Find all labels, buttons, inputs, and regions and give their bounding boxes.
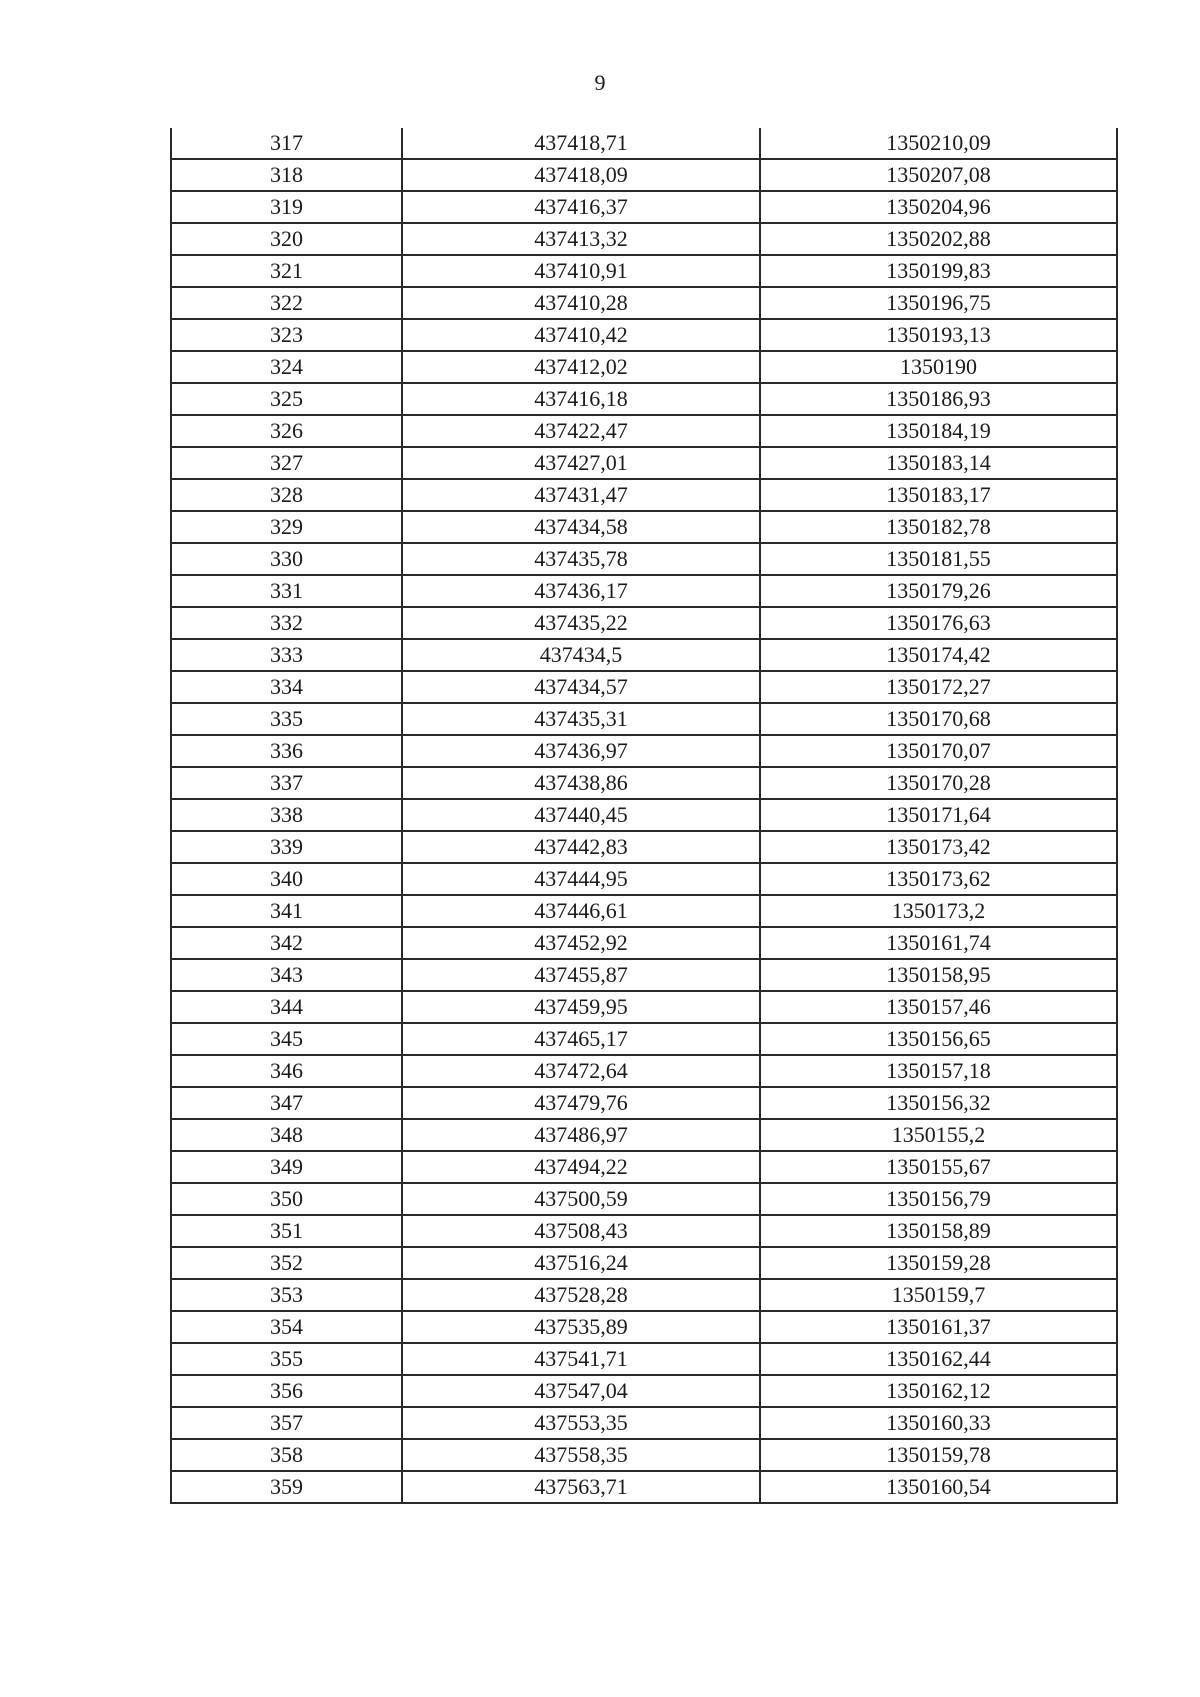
table-row [171,191,1117,223]
point-number-cell: 330 [171,543,402,575]
y-coordinate-cell: 1350156,79 [760,1183,1117,1215]
point-number-cell: 321 [171,255,402,287]
y-coordinate-cell: 1350210,09 [760,128,1117,159]
x-coordinate-cell: 437479,76 [402,1087,760,1119]
x-coordinate-cell: 437442,83 [402,831,760,863]
point-number-cell: 333 [171,639,402,671]
point-number-cell: 345 [171,1023,402,1055]
table-row [171,735,1117,767]
point-number-cell: 324 [171,351,402,383]
y-coordinate-cell: 1350161,74 [760,927,1117,959]
x-coordinate-cell: 437434,58 [402,511,760,543]
table-row [171,863,1117,895]
table-row [171,1247,1117,1279]
y-coordinate-cell: 1350156,65 [760,1023,1117,1055]
table-row [171,287,1117,319]
table-row [171,1055,1117,1087]
x-coordinate-cell: 437431,47 [402,479,760,511]
y-coordinate-cell: 1350157,18 [760,1055,1117,1087]
point-number-cell: 323 [171,319,402,351]
table-row [171,799,1117,831]
point-number-cell: 325 [171,383,402,415]
table-row [171,1471,1117,1503]
x-coordinate-cell: 437434,57 [402,671,760,703]
table-row [171,1279,1117,1311]
y-coordinate-cell: 1350170,07 [760,735,1117,767]
y-coordinate-cell: 1350181,55 [760,543,1117,575]
table-row [171,159,1117,191]
x-coordinate-cell: 437413,32 [402,223,760,255]
point-number-cell: 343 [171,959,402,991]
y-coordinate-cell: 1350155,67 [760,1151,1117,1183]
y-coordinate-cell: 1350159,28 [760,1247,1117,1279]
table-row [171,479,1117,511]
table-row [171,575,1117,607]
coordinates-table-body [171,128,1117,1503]
y-coordinate-cell: 1350179,26 [760,575,1117,607]
point-number-cell: 322 [171,287,402,319]
point-number-cell: 326 [171,415,402,447]
x-coordinate-cell: 437446,61 [402,895,760,927]
y-coordinate-cell: 1350182,78 [760,511,1117,543]
table-row [171,1183,1117,1215]
table-row [171,1407,1117,1439]
table-row [171,767,1117,799]
table-row [171,351,1117,383]
table-row [171,543,1117,575]
x-coordinate-cell: 437553,35 [402,1407,760,1439]
y-coordinate-cell: 1350176,63 [760,607,1117,639]
y-coordinate-cell: 1350158,95 [760,959,1117,991]
y-coordinate-cell: 1350162,44 [760,1343,1117,1375]
y-coordinate-cell: 1350204,96 [760,191,1117,223]
table-row [171,1215,1117,1247]
table-row [171,255,1117,287]
y-coordinate-cell: 1350157,46 [760,991,1117,1023]
point-number-cell: 341 [171,895,402,927]
x-coordinate-cell: 437558,35 [402,1439,760,1471]
x-coordinate-cell: 437410,42 [402,319,760,351]
table-row [171,1439,1117,1471]
table-row [171,1375,1117,1407]
y-coordinate-cell: 1350173,42 [760,831,1117,863]
point-number-cell: 346 [171,1055,402,1087]
y-coordinate-cell: 1350172,27 [760,671,1117,703]
x-coordinate-cell: 437459,95 [402,991,760,1023]
y-coordinate-cell: 1350183,14 [760,447,1117,479]
y-coordinate-cell: 1350196,75 [760,287,1117,319]
x-coordinate-cell: 437438,86 [402,767,760,799]
x-coordinate-cell: 437440,45 [402,799,760,831]
point-number-cell: 349 [171,1151,402,1183]
x-coordinate-cell: 437416,18 [402,383,760,415]
x-coordinate-cell: 437500,59 [402,1183,760,1215]
table-row [171,511,1117,543]
x-coordinate-cell: 437444,95 [402,863,760,895]
y-coordinate-cell: 1350159,78 [760,1439,1117,1471]
point-number-cell: 358 [171,1439,402,1471]
point-number-cell: 319 [171,191,402,223]
table-row [171,415,1117,447]
x-coordinate-cell: 437418,71 [402,128,760,159]
y-coordinate-cell: 1350160,54 [760,1471,1117,1503]
table-row [171,1087,1117,1119]
table-row [171,1151,1117,1183]
table-row [171,383,1117,415]
point-number-cell: 328 [171,479,402,511]
table-row [171,895,1117,927]
y-coordinate-cell: 1350170,68 [760,703,1117,735]
y-coordinate-cell: 1350199,83 [760,255,1117,287]
y-coordinate-cell: 1350158,89 [760,1215,1117,1247]
x-coordinate-cell: 437516,24 [402,1247,760,1279]
x-coordinate-cell: 437416,37 [402,191,760,223]
y-coordinate-cell: 1350161,37 [760,1311,1117,1343]
x-coordinate-cell: 437472,64 [402,1055,760,1087]
y-coordinate-cell: 1350183,17 [760,479,1117,511]
table-row [171,671,1117,703]
y-coordinate-cell: 1350173,2 [760,895,1117,927]
point-number-cell: 348 [171,1119,402,1151]
point-number-cell: 327 [171,447,402,479]
table-row [171,639,1117,671]
x-coordinate-cell: 437455,87 [402,959,760,991]
point-number-cell: 353 [171,1279,402,1311]
x-coordinate-cell: 437434,5 [402,639,760,671]
point-number-cell: 356 [171,1375,402,1407]
y-coordinate-cell: 1350184,19 [760,415,1117,447]
coordinates-table [170,128,1118,1504]
x-coordinate-cell: 437494,22 [402,1151,760,1183]
point-number-cell: 320 [171,223,402,255]
point-number-cell: 355 [171,1343,402,1375]
table-row [171,831,1117,863]
y-coordinate-cell: 1350174,42 [760,639,1117,671]
y-coordinate-cell: 1350193,13 [760,319,1117,351]
point-number-cell: 342 [171,927,402,959]
table-row [171,319,1117,351]
table-row [171,1343,1117,1375]
point-number-cell: 335 [171,703,402,735]
x-coordinate-cell: 437486,97 [402,1119,760,1151]
y-coordinate-cell: 1350155,2 [760,1119,1117,1151]
point-number-cell: 329 [171,511,402,543]
point-number-cell: 351 [171,1215,402,1247]
table-row [171,991,1117,1023]
x-coordinate-cell: 437528,28 [402,1279,760,1311]
point-number-cell: 334 [171,671,402,703]
x-coordinate-cell: 437547,04 [402,1375,760,1407]
x-coordinate-cell: 437535,89 [402,1311,760,1343]
y-coordinate-cell: 1350190 [760,351,1117,383]
point-number-cell: 359 [171,1471,402,1503]
point-number-cell: 340 [171,863,402,895]
table-row [171,128,1117,159]
y-coordinate-cell: 1350159,7 [760,1279,1117,1311]
point-number-cell: 350 [171,1183,402,1215]
y-coordinate-cell: 1350173,62 [760,863,1117,895]
x-coordinate-cell: 437435,78 [402,543,760,575]
point-number-cell: 336 [171,735,402,767]
x-coordinate-cell: 437410,91 [402,255,760,287]
x-coordinate-cell: 437508,43 [402,1215,760,1247]
x-coordinate-cell: 437427,01 [402,447,760,479]
table-row [171,223,1117,255]
table-row [171,1119,1117,1151]
table-row [171,1311,1117,1343]
y-coordinate-cell: 1350207,08 [760,159,1117,191]
x-coordinate-cell: 437452,92 [402,927,760,959]
point-number-cell: 357 [171,1407,402,1439]
x-coordinate-cell: 437422,47 [402,415,760,447]
x-coordinate-cell: 437418,09 [402,159,760,191]
point-number-cell: 347 [171,1087,402,1119]
x-coordinate-cell: 437412,02 [402,351,760,383]
point-number-cell: 318 [171,159,402,191]
point-number-cell: 339 [171,831,402,863]
x-coordinate-cell: 437563,71 [402,1471,760,1503]
point-number-cell: 338 [171,799,402,831]
table-row [171,927,1117,959]
table-row [171,959,1117,991]
x-coordinate-cell: 437541,71 [402,1343,760,1375]
table-row [171,447,1117,479]
table-row [171,703,1117,735]
point-number-cell: 344 [171,991,402,1023]
point-number-cell: 352 [171,1247,402,1279]
y-coordinate-cell: 1350162,12 [760,1375,1117,1407]
y-coordinate-cell: 1350160,33 [760,1407,1117,1439]
point-number-cell: 354 [171,1311,402,1343]
y-coordinate-cell: 1350202,88 [760,223,1117,255]
point-number-cell: 332 [171,607,402,639]
x-coordinate-cell: 437436,17 [402,575,760,607]
y-coordinate-cell: 1350156,32 [760,1087,1117,1119]
x-coordinate-cell: 437435,22 [402,607,760,639]
point-number-cell: 317 [171,128,402,159]
table-row [171,1023,1117,1055]
y-coordinate-cell: 1350186,93 [760,383,1117,415]
y-coordinate-cell: 1350171,64 [760,799,1117,831]
y-coordinate-cell: 1350170,28 [760,767,1117,799]
point-number-cell: 331 [171,575,402,607]
point-number-cell: 337 [171,767,402,799]
x-coordinate-cell: 437436,97 [402,735,760,767]
page-number: 9 [594,70,606,95]
x-coordinate-cell: 437435,31 [402,703,760,735]
x-coordinate-cell: 437410,28 [402,287,760,319]
x-coordinate-cell: 437465,17 [402,1023,760,1055]
table-row [171,607,1117,639]
